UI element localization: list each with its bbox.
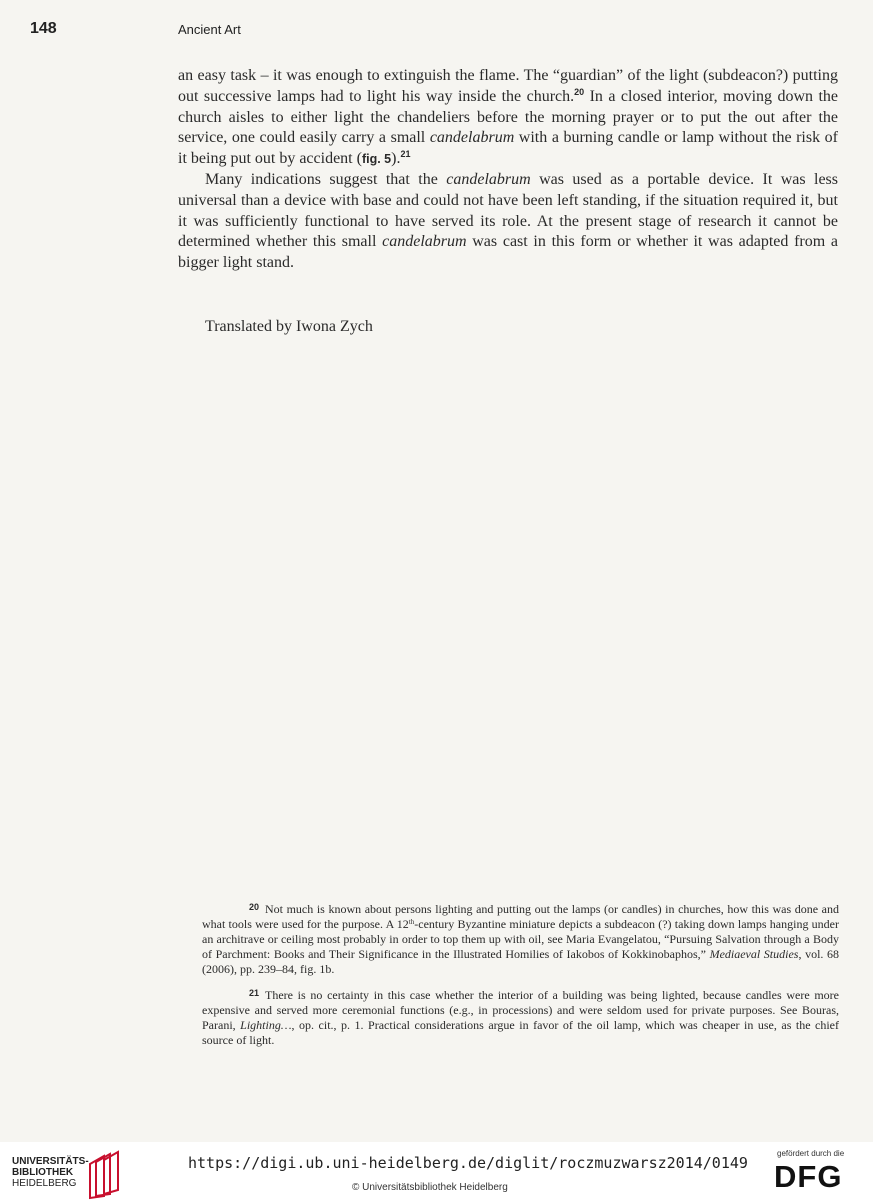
paragraph-1: an easy task – it was enough to extinguish the flame. The “guardian” of the light (subdeacon?) putting out successive lamps had to light his way inside the church.$^{20}$ In a closed interior, moving down the church aisles to either light the chandeliers before the morning prayer or to put the out after the service, one could easily carry a small candelabrum with a burning candle or lamp without the risk of it being put out by accident (fig. 5).$^{21}$ bbox=[178, 67, 839, 168]
figure-reference[interactable]: fig. 5 bbox=[361, 152, 392, 167]
footnote-21: $^{21}$ There is no certainty in this case whether the interior of a building was being lighted, because candles were more expensive and served more ceremonial functions (e.g., in processions) and were seldom used for private purposes. See Bouras, Parani, Lighting…, op. cit., p. 1. Practical considerations argue in favor of the oil lamp, which was cheaper in use, as the chief source of light. bbox=[202, 988, 840, 1047]
dfg-logo: DFG bbox=[774, 1159, 843, 1194]
footnote-ref-20[interactable]: 20 bbox=[574, 86, 585, 97]
translator-credit: Translated by Iwona Zych bbox=[205, 318, 373, 335]
footer-bar bbox=[0, 1142, 873, 1204]
library-logo-icon bbox=[86, 1150, 122, 1200]
paragraph-2: Many indications suggest that the candelabrum was used as a portable device. It was less universal than a device with base and could not have been left standing, if the situation required it, but it was sufficiently functional to have served its role. At the present stage of research it cannot be determined whether this small candelabrum was cast in this form or whether it was adapted from a bigger light stand. bbox=[178, 170, 839, 272]
footnote-number: 21 bbox=[249, 988, 260, 998]
funding-label: gefördert durch die bbox=[777, 1149, 845, 1158]
footnote-20: $^{20}$ Not much is known about persons lighting and putting out the lamps (or candles) in churches, how this was done and what tools were used for the purpose. A 12th-century Byzantine miniature depicts a subdeacon (?) taking down lamps hanging under an architrave or ceiling most probably in order to top them up with oil, see Maria Evangelatou, “Pursuing Salvation through a Body of Parchment: Books and Their Significance in the Illustrated Homilies of Iakobos of Kokkinobaphos,” Mediaeval Studies, vol. 68 (2006), pp. 239–84, fig. 1b. bbox=[202, 902, 840, 976]
page-number: 148 bbox=[30, 20, 57, 37]
footnote-number: 20 bbox=[249, 902, 260, 912]
running-head: Ancient Art bbox=[178, 22, 241, 37]
permalink-url[interactable]: https://digi.ub.uni-heidelberg.de/diglit/roczmuzwarsz2014/0149 bbox=[188, 1154, 748, 1172]
copyright-notice: © Universitätsbibliothek Heidelberg bbox=[352, 1182, 508, 1193]
body-text bbox=[178, 66, 838, 274]
library-name: UNIVERSITÄTS- BIBLIOTHEK HEIDELBERG bbox=[12, 1156, 89, 1189]
footnote-ref-21[interactable]: 21 bbox=[400, 149, 411, 160]
footnotes bbox=[202, 900, 839, 1057]
